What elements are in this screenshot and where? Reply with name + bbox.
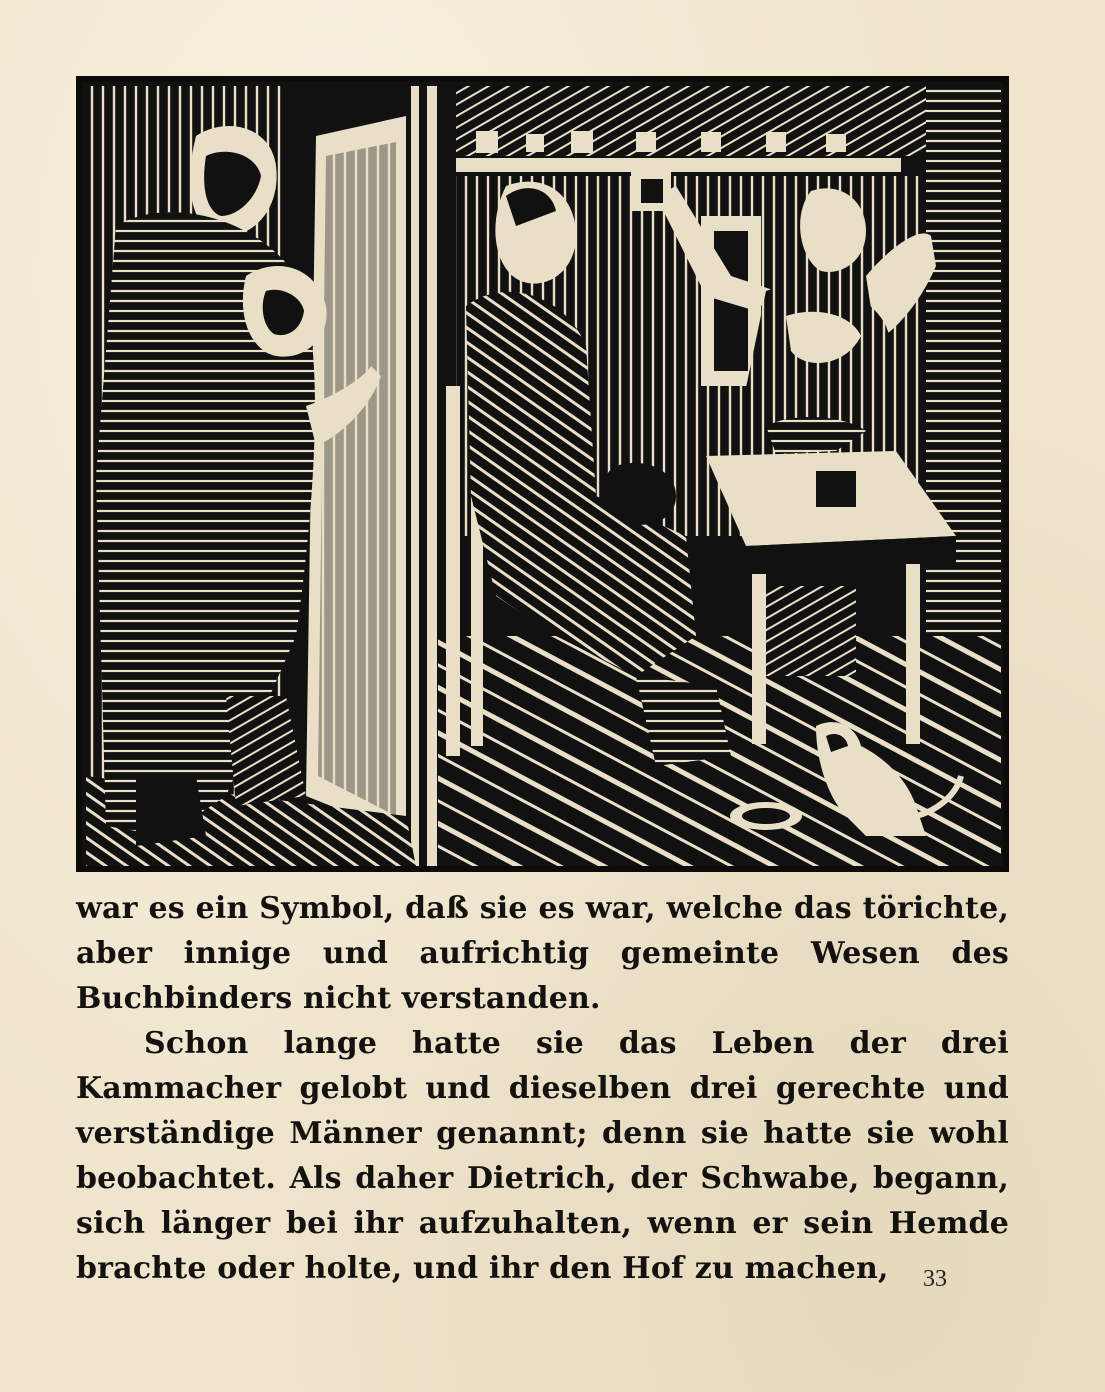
paragraph-2: Schon lange hatte sie das Leben der drei Kammacher gelobt und dieselben drei gerechte und verständige Männer genannt; denn sie hatte sie wohl beobachtet. Als daher Dietrich, der Schwabe, begann, sich länger bei ihr aufzuhalten, wenn er sein Hemde brachte oder holte, und ihr den Hof zu machen, <box>76 1026 1009 1286</box>
woodcut-illustration <box>76 76 1009 872</box>
paragraph-1: war es ein Symbol, daß sie es war, welche das törichte, aber innige und aufrichtig gemeinte Wesen des Buchbinders nicht verstanden. <box>76 891 1009 1016</box>
page-number: 33 <box>923 1266 947 1292</box>
body-text <box>76 886 1009 1291</box>
